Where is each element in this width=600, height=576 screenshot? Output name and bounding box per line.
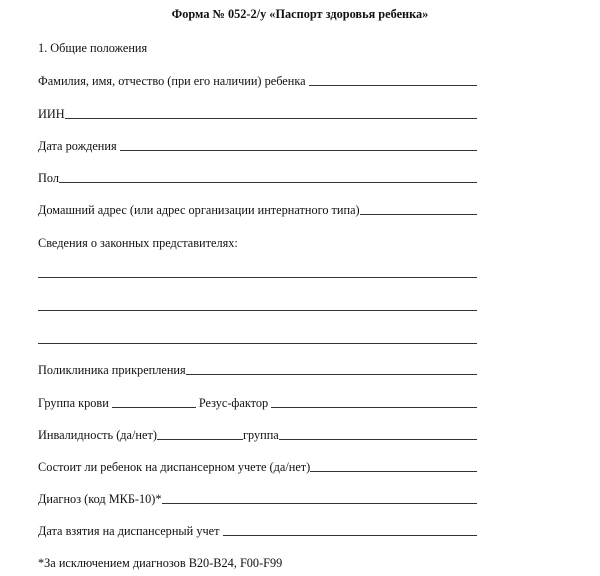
rh-factor-input-line[interactable] <box>271 395 477 408</box>
dob-input-line[interactable] <box>120 138 477 151</box>
field-dispensary: Состоит ли ребенок на диспансерном учете (да/нет) <box>38 458 477 474</box>
representatives-input-line[interactable] <box>38 331 477 344</box>
clinic-input-line[interactable] <box>186 362 477 375</box>
field-iin: ИИН <box>38 105 477 121</box>
dispensary-input-line[interactable] <box>310 459 477 472</box>
field-clinic: Поликлиника прикрепления <box>38 361 477 377</box>
disability-group-input-line[interactable] <box>279 427 477 440</box>
iin-input-line[interactable] <box>65 106 477 119</box>
form-title: Форма № 052-2/у «Паспорт здоровья ребенка» <box>171 7 429 21</box>
field-blood: Группа крови Резус-фактор <box>38 394 477 410</box>
representatives-line-1[interactable] <box>38 264 477 280</box>
sex-input-line[interactable] <box>59 170 477 183</box>
field-dob: Дата рождения <box>38 137 477 153</box>
diagnosis-input-line[interactable] <box>162 491 477 504</box>
field-address: Домашний адрес (или адрес организации интернатного типа) <box>38 201 477 217</box>
section-heading: 1. Общие положения <box>38 41 148 55</box>
field-representatives: Сведения о законных представителях: <box>38 236 238 250</box>
field-diagnosis: Диагноз (код МКБ-10)* <box>38 490 477 506</box>
representatives-line-2[interactable] <box>38 297 477 313</box>
representatives-input-line[interactable] <box>38 298 477 311</box>
field-dispensary-date: Дата взятия на диспансерный учет <box>38 522 477 538</box>
dispensary-date-input-line[interactable] <box>223 523 478 536</box>
fio-input-line[interactable] <box>309 73 477 86</box>
address-input-line[interactable] <box>360 202 477 215</box>
field-sex: Пол <box>38 169 477 185</box>
representatives-line-3[interactable] <box>38 330 477 346</box>
field-fio: Фамилия, имя, отчество (при его наличии) ребенка <box>38 72 477 88</box>
footnote: *За исключением диагнозов B20-B24, F00-F99 <box>38 556 283 570</box>
blood-group-input-line[interactable] <box>112 395 196 408</box>
disability-input-line[interactable] <box>157 427 243 440</box>
representatives-input-line[interactable] <box>38 265 477 278</box>
field-disability: Инвалидность (да/нет) группа <box>38 426 477 442</box>
